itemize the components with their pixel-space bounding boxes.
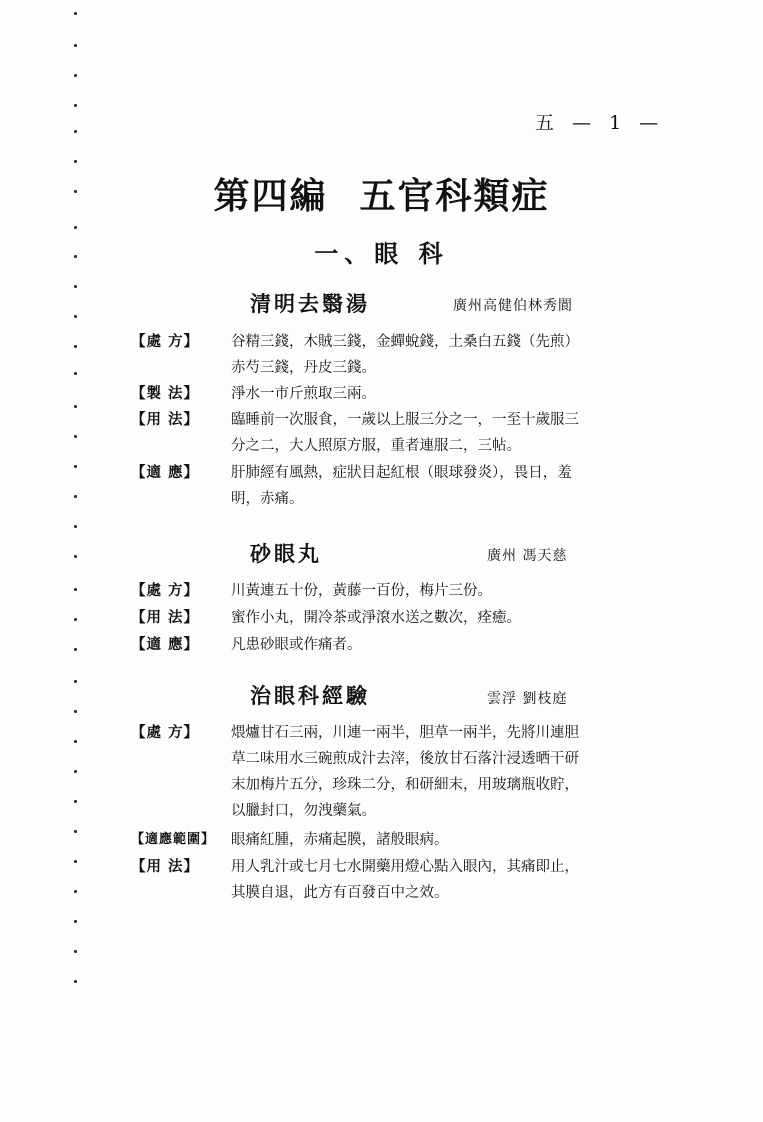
text-line: 煨爐甘石三兩，川連一兩半，胆草一兩半，先將川連胆 [231, 725, 579, 741]
section-label: 【用 法】 [131, 609, 200, 626]
text-line: 草二味用水三碗煎成汁去滓，後放甘石落汁浸透晒干研 [231, 751, 579, 767]
text-line: 末加梅片五分，珍珠二分，和研細末，用玻璃瓶收貯， [231, 777, 579, 793]
section-label: 【處 方】 [131, 333, 200, 350]
section-text [231, 407, 668, 459]
text-line: 以臘封口，勿洩藥氣。 [231, 803, 376, 819]
prescription-source: 廣州高健伯林秀閬 [453, 298, 573, 314]
section-text [231, 329, 668, 381]
text-line: 用人乳汁或七月七水開藥用燈心點入眼內，其痛即止， [231, 859, 579, 875]
prescription-section [131, 854, 668, 906]
text-line: 凡患砂眼或作痛者。 [231, 637, 362, 653]
section-text [231, 720, 668, 824]
section-text [231, 460, 668, 512]
section-label: 【適 應】 [131, 464, 200, 481]
prescription-section [131, 578, 668, 604]
section-text [231, 381, 668, 407]
text-line: 明，赤痛。 [231, 491, 304, 507]
section-text [231, 632, 668, 658]
prescription-title: 砂眼丸 [250, 541, 322, 566]
section-label: 【適 應】 [131, 636, 200, 653]
section-text [231, 827, 668, 853]
prescription-section [131, 632, 668, 658]
section-text [231, 605, 668, 631]
section-label: 【用 法】 [131, 858, 200, 875]
text-line: 川黃連五十份，黃藤一百份，梅片三份。 [231, 583, 492, 599]
section-label: 【處 方】 [131, 582, 200, 599]
prescription-section [131, 381, 668, 407]
section-label: 【用 法】 [131, 411, 200, 428]
prescription-section [131, 827, 668, 853]
part-title [0, 168, 763, 219]
prescription-title: 治眼科經驗 [250, 683, 370, 708]
prescription-section [131, 720, 668, 824]
text-line: 眼痛紅腫，赤痛起膜，諸般眼病。 [231, 832, 449, 848]
prescription-source: 廣州 馮天慈 [487, 548, 568, 564]
prescription-section [131, 407, 668, 459]
part-number: 第四編 [213, 175, 328, 217]
text-line: 其膜自退，此方有百發百中之效。 [231, 885, 449, 901]
text-line: 赤芍三錢，丹皮三錢。 [231, 360, 376, 376]
page-number: 五 — 1 — [535, 112, 665, 134]
prescription-section [131, 329, 668, 381]
section-text [231, 854, 668, 906]
prescription-source: 雲浮 劉枝庭 [487, 691, 568, 707]
section-label: 【處 方】 [131, 724, 200, 741]
prescription-section [131, 605, 668, 631]
section-label: 【製 法】 [131, 385, 200, 402]
chapter-title: 一、眼 科 [314, 239, 449, 268]
text-line: 蜜作小丸，開冷茶或淨滾水送之數次，痊癒。 [231, 610, 521, 626]
prescription-title: 清明去翳湯 [250, 291, 370, 316]
part-name: 五官科類症 [359, 175, 550, 217]
section-text [231, 578, 668, 604]
text-line: 淨水一市斤煎取三兩。 [231, 386, 376, 402]
text-line: 谷精三錢，木賊三錢，金蟬蛻錢，土桑白五錢（先煎） [231, 334, 579, 350]
text-line: 臨睡前一次服食，一歲以上服三分之一，一至十歲服三 [231, 412, 579, 428]
text-line: 分之二，大人照原方服，重者連服二，三帖。 [231, 438, 521, 454]
text-line: 肝肺經有風熱，症狀目起紅根（眼球發炎），畏日，羞 [231, 465, 572, 481]
section-label: 【適應範圍】 [131, 832, 216, 847]
prescription-section [131, 460, 668, 512]
